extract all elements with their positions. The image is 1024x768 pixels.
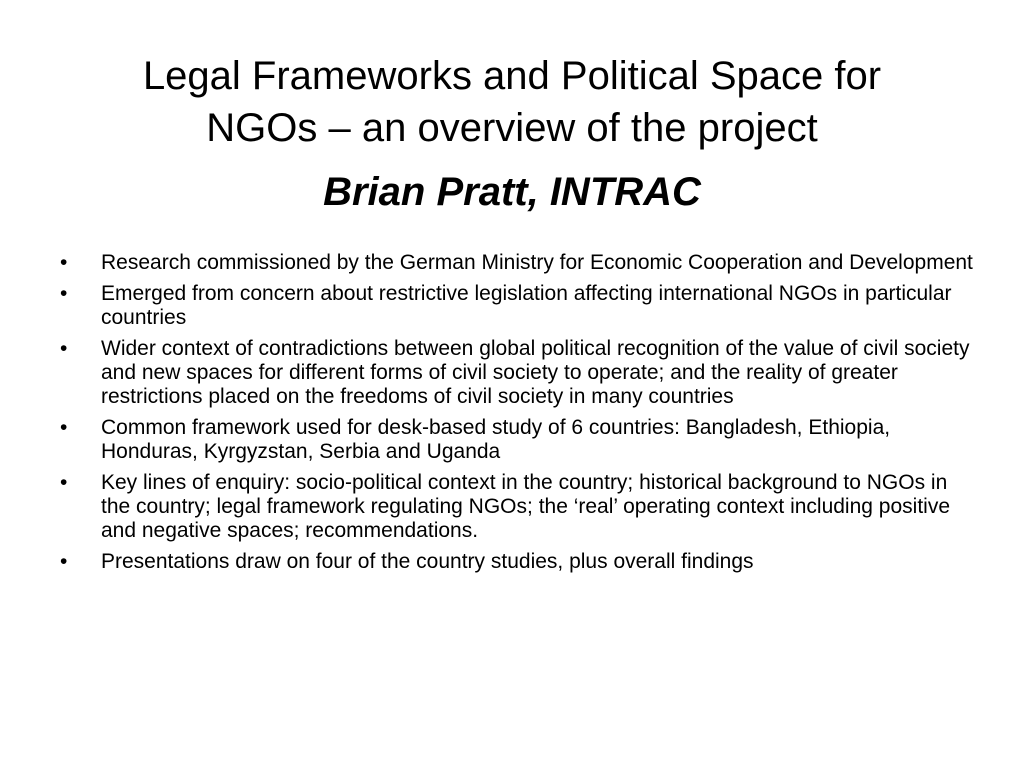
bullet-icon: • [60,337,68,360]
bullet-item [60,337,975,409]
bullet-text: Presentations draw on four of the country studies, plus overall findings [101,550,754,573]
bullet-item [60,251,975,275]
bullet-text: Key lines of enquiry: socio-political context in the country; historical background to NGOs in the country; legal framework regulating NGOs; the ‘real’ operating context including positive and negative spaces; recommendations. [101,471,950,542]
bullet-icon: • [60,416,68,439]
bullet-text: Wider context of contradictions between global political recognition of the value of civil society and new spaces for different forms of civil society to operate; and the reality of greater restrictions placed on the freedoms of civil society in many countries [101,337,970,408]
bullet-item [60,471,975,543]
slide-subtitle-author: Brian Pratt, INTRAC [323,170,701,214]
bullet-icon: • [60,282,68,305]
bullet-icon: • [60,550,68,573]
bullet-item [60,416,975,464]
bullet-item [60,550,975,574]
bullet-item [60,282,975,330]
bullet-text: Research commissioned by the German Ministry for Economic Cooperation and Development [101,251,973,274]
slide-title-line: NGOs – an overview of the project [206,106,818,150]
slide-title-line: Legal Frameworks and Political Space for [142,54,882,98]
bullet-icon: • [60,471,68,494]
bullet-icon: • [60,251,68,274]
slide-title [40,50,984,154]
bullet-list [60,251,975,581]
bullet-text: Common framework used for desk-based study of 6 countries: Bangladesh, Ethiopia, Honduras, Kyrgyzstan, Serbia and Uganda [101,416,891,463]
bullet-text: Emerged from concern about restrictive legislation affecting international NGOs in particular countries [101,282,952,329]
